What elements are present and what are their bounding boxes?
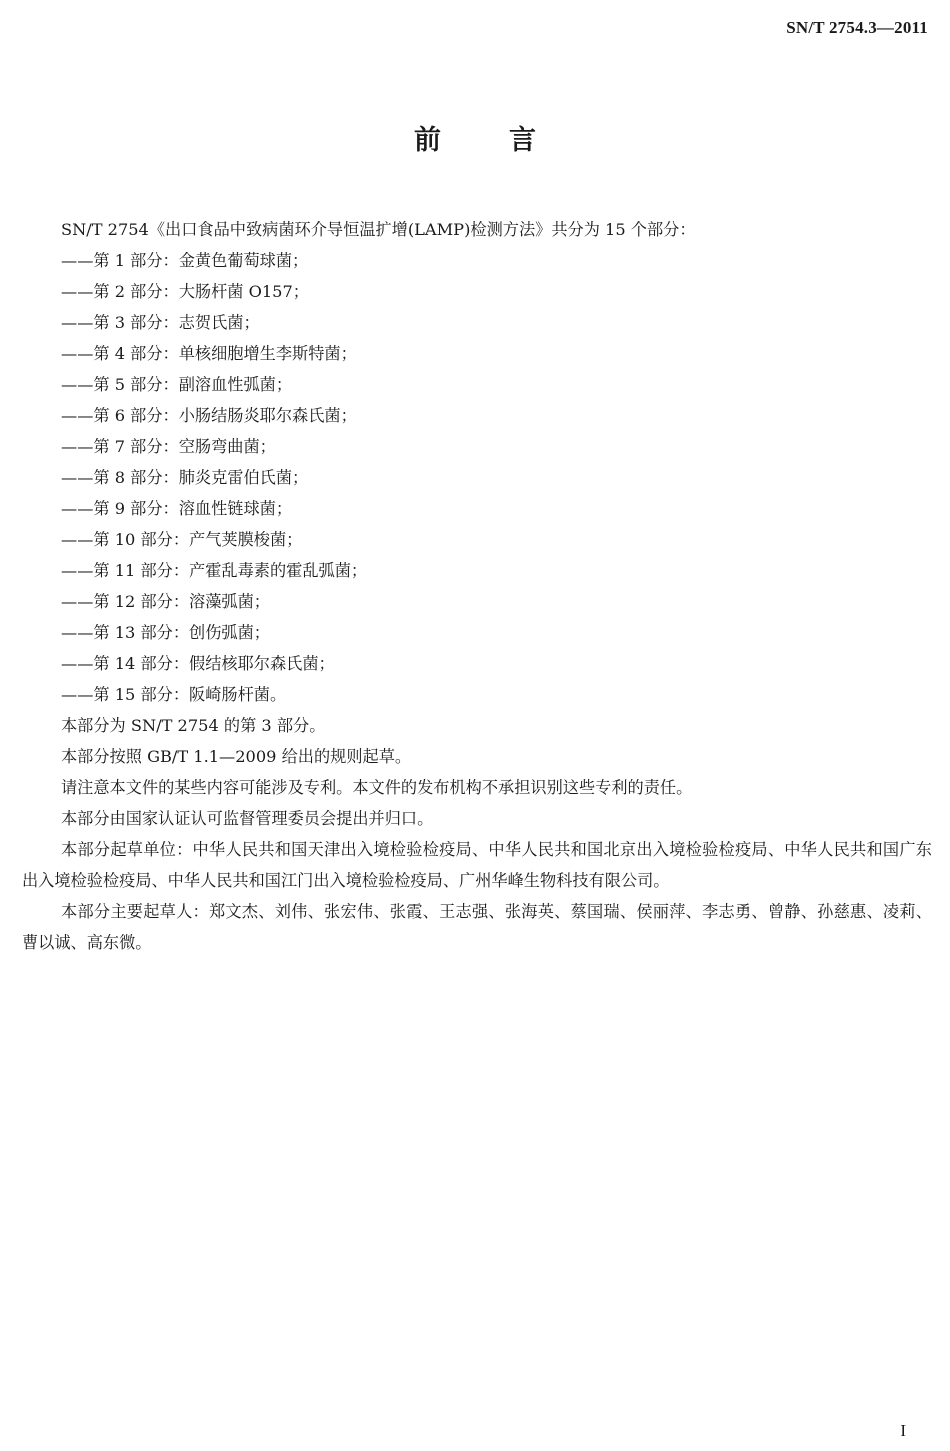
part-list-item: ——第 15 部分：阪崎肠杆菌。 — [61, 685, 287, 704]
part-list-item: ——第 7 部分：空肠弯曲菌； — [61, 437, 276, 456]
body-paragraph: 本部分按照 GB/T 1.1—2009 给出的规则起草。 — [61, 747, 412, 766]
body-paragraph: 本部分由国家认证认可监督管理委员会提出并归口。 — [61, 809, 434, 828]
part-list-item: ——第 12 部分：溶藻弧菌； — [61, 592, 270, 611]
drafting-units-paragraph: 本部分起草单位：中华人民共和国天津出入境检验检疫局、中华人民共和国北京出入境检验检疫局、中华人民共和国广东出入境检验检疫局、中华人民共和国江门出入境检验检疫局、广州华峰生物科技有限公司。 — [22, 840, 932, 890]
page-number: I — [900, 1421, 906, 1440]
drafters-paragraph: 本部分主要起草人：郑文杰、刘伟、张宏伟、张霞、王志强、张海英、蔡国瑞、侯丽萍、李志勇、曾静、孙慈惠、凌莉、曹以诚、高东微。 — [22, 902, 932, 952]
part-list-item: ——第 4 部分：单核细胞增生李斯特菌； — [61, 344, 357, 363]
part-list-item: ——第 9 部分：溶血性链球菌； — [61, 499, 293, 518]
intro-paragraph: SN/T 2754《出口食品中致病菌环介导恒温扩增(LAMP)检测方法》共分为 15 个部分： — [61, 220, 696, 239]
part-list-item: ——第 10 部分：产气荚膜梭菌； — [61, 530, 303, 549]
page-title: 前言 — [414, 125, 604, 156]
part-list-item: ——第 13 部分：创伤弧菌； — [61, 623, 270, 642]
part-list-item: ——第 1 部分：金黄色葡萄球菌； — [61, 251, 309, 270]
foreword-body — [22, 214, 932, 958]
part-list-item: ——第 11 部分：产霍乱毒素的霍乱弧菌； — [61, 561, 368, 580]
part-list-item: ——第 5 部分：副溶血性弧菌； — [61, 375, 293, 394]
part-list-item: ——第 2 部分：大肠杆菌 O157； — [61, 282, 309, 301]
body-paragraph: 本部分为 SN/T 2754 的第 3 部分。 — [61, 716, 326, 735]
part-list-item: ——第 14 部分：假结核耶尔森氏菌； — [61, 654, 335, 673]
part-list-item: ——第 3 部分：志贺氏菌； — [61, 313, 260, 332]
body-paragraph: 请注意本文件的某些内容可能涉及专利。本文件的发布机构不承担识别这些专利的责任。 — [61, 778, 693, 797]
part-list-item: ——第 8 部分：肺炎克雷伯氏菌； — [61, 468, 309, 487]
part-list-item: ——第 6 部分：小肠结肠炎耶尔森氏菌； — [61, 406, 357, 425]
document-code-header: SN/T 2754.3—2011 — [786, 18, 928, 37]
